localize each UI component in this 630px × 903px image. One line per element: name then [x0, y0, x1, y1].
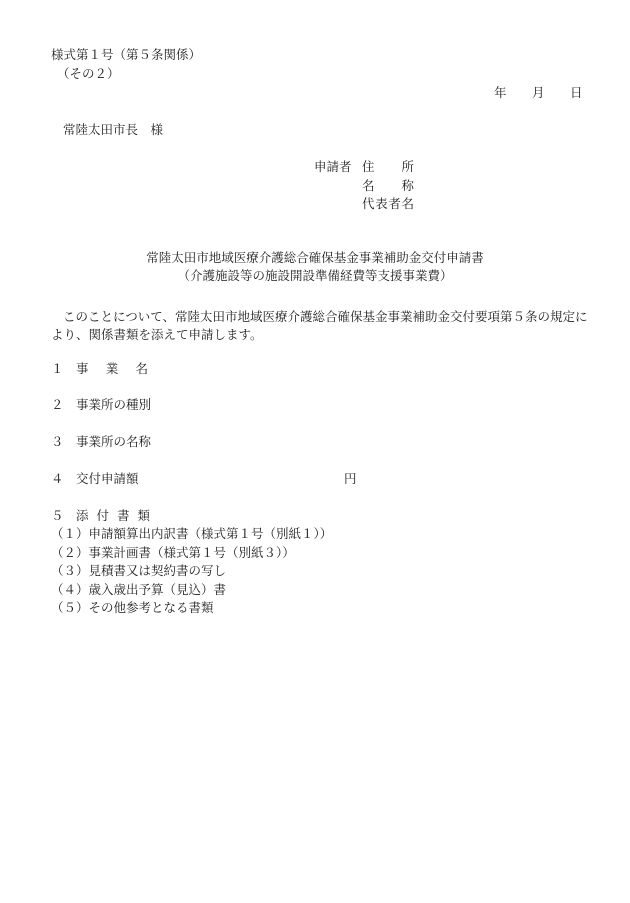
applicant-row-representative — [314, 198, 414, 217]
applicant-address-label: 住所 — [362, 159, 414, 174]
item-number: １ — [51, 361, 64, 376]
attachment-item: （３）見積書又は契約書の写し — [51, 563, 227, 578]
item-facility-name — [51, 436, 151, 449]
item-label: 添付書類 — [76, 508, 150, 523]
form-number: 様式第１号（第５条関係） — [51, 47, 202, 62]
item-attachments — [51, 510, 150, 523]
body-paragraph: このことについて、常陸太田市地域医療介護総合確保基金事業補助金交付要項第５条の規定により、関係書類を添えて申請します。 — [51, 309, 588, 342]
attachment-item: （２）事業計画書（様式第１号（別紙３）） — [51, 544, 295, 560]
attachment-item: （４）歳入歳出予算（見込）書 — [51, 581, 227, 597]
date-line — [494, 87, 583, 100]
applicant-row-address — [314, 161, 414, 180]
date-year-label: 年 — [494, 85, 507, 100]
attachment-item: （５）その他参考となる書類 — [51, 600, 214, 615]
item-number: ２ — [51, 397, 64, 412]
applicant-block — [314, 161, 414, 217]
item-number: ５ — [51, 508, 64, 523]
attachment-list — [51, 528, 332, 621]
form-sub-number: （その２） — [57, 66, 120, 81]
item-number: ３ — [51, 434, 64, 449]
applicant-name-label: 名称 — [362, 177, 414, 193]
item-label: 事業所の名称 — [76, 434, 152, 449]
recipient: 常陸太田市長 様 — [63, 122, 164, 137]
item-label: 交付申請額 — [76, 471, 139, 486]
document-title: 常陸太田市地域医療介護総合確保基金事業補助金交付申請書 — [146, 250, 484, 265]
applicant-representative-label: 代表者名 — [362, 196, 414, 211]
amount-unit: 円 — [344, 471, 357, 486]
item-business-name — [51, 363, 148, 376]
item-number: ４ — [51, 471, 64, 486]
attachment-item: （１）申請額算出内訳書（様式第１号（別紙１）） — [51, 526, 333, 541]
item-requested-amount — [51, 473, 357, 486]
item-facility-type — [51, 399, 151, 412]
document-subtitle: （介護施設等の施設開設準備経費等支援事業費） — [177, 268, 453, 283]
date-month-label: 月 — [532, 85, 545, 100]
applicant-label: 申請者 — [314, 159, 352, 174]
item-label: 事業所の種別 — [76, 397, 152, 412]
date-day-label: 日 — [570, 85, 583, 100]
item-label: 事業名 — [76, 361, 148, 376]
